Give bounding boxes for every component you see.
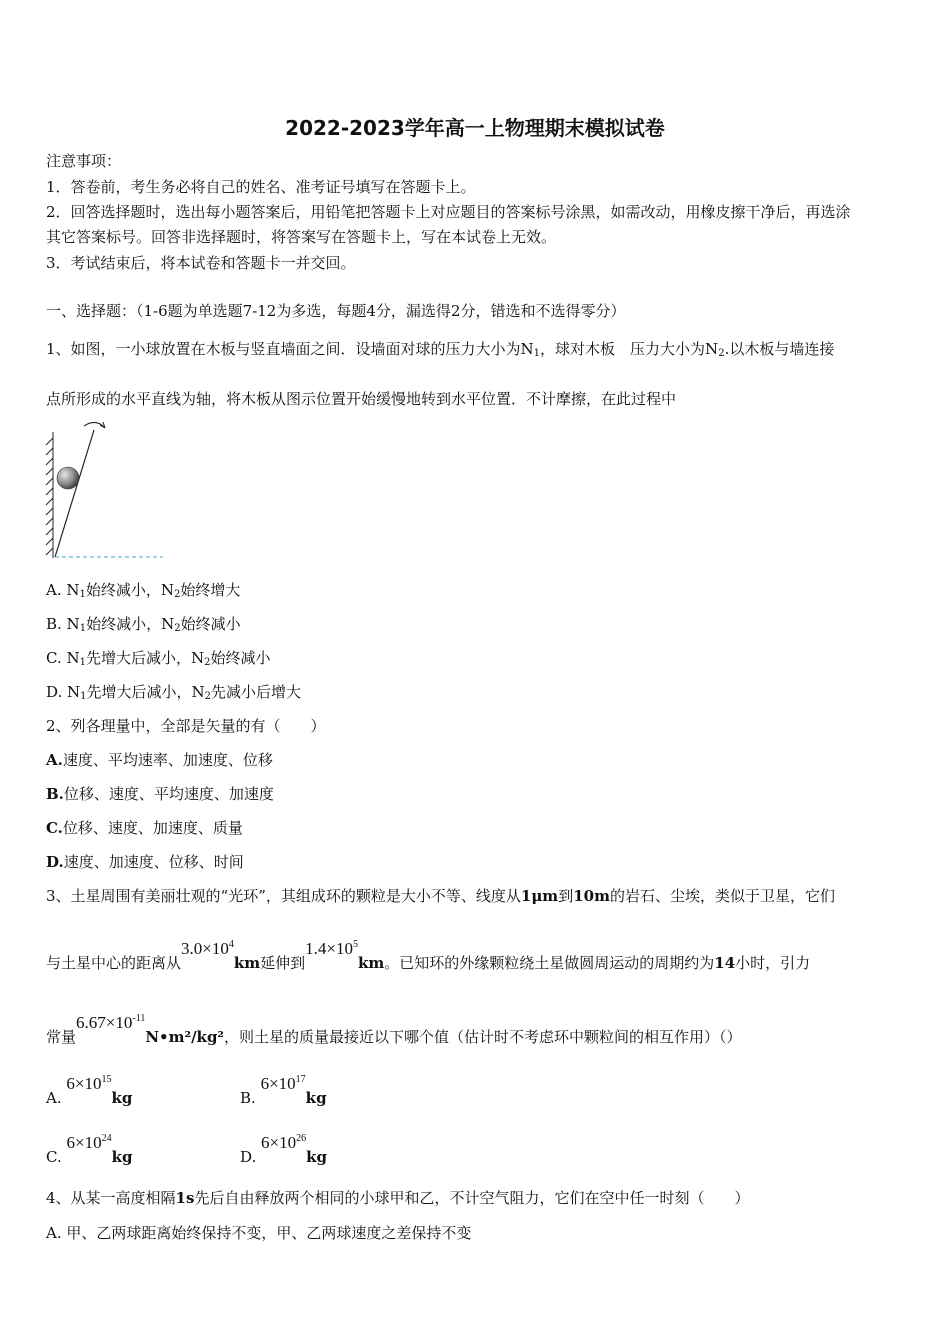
question-3-option-a[interactable]: A. $6\times 10^{15}kg$: [46, 1074, 133, 1107]
question-1-option-a[interactable]: A. $N_1$始终减小，$N_2$始终增大: [46, 581, 241, 600]
section-heading: 一、选择题：（1-6题为单选题7-12为多选，每题4分，漏选得2分，错选和不选得零分）: [46, 302, 626, 320]
question-3-stem: 3、土星周围有美丽壮观的“光环”，其组成环的颗粒是大小不等、线度从1μm到10m的岩石、尘埃，类似于卫星，它们: [46, 887, 835, 905]
question-2-option-b[interactable]: B.位移、速度、平均速度、加速度: [46, 785, 274, 803]
notice-item: 3．考试结束后，将本试卷和答题卡一并交回。: [46, 254, 356, 272]
gravitational-constant: $6.67\times 10^{-11}$: [76, 1013, 146, 1032]
question-3-stem-cont: 与土星中心的距离从$3.0\times 10^4km$延伸到$1.4\times 10^5km$。已知环的外缘颗粒绕土星做圆周运动的周期约为14小时，引力: [46, 939, 811, 972]
board-line: [55, 430, 94, 557]
question-2-stem: 2、列各理量中，全部是矢量的有（ ）: [46, 717, 326, 735]
question-3-option-c[interactable]: C. $6\times 10^{24}kg$: [46, 1133, 133, 1166]
question-2-option-a[interactable]: A.速度、平均速率、加速度、位移: [46, 751, 273, 769]
question-1-option-d[interactable]: D. $N_1$先增大后减小，$N_2$先减小后增大: [46, 683, 302, 702]
question-1-option-b[interactable]: B. $N_1$始终减小，$N_2$始终减小: [46, 615, 241, 634]
ball: [57, 467, 79, 489]
notice-item: 2．回答选择题时，选出每小题答案后，用铅笔把答题卡上对应题目的答案标号涂黑，如需改动，用橡皮擦干净后，再选涂: [46, 203, 851, 221]
question-4-stem: 4、从某一高度相隔1s先后自由释放两个相同的小球甲和乙，不计空气阻力，它们在空中任一时刻（ ）: [46, 1189, 750, 1207]
notice-item: 其它答案标号。回答非选择题时，将答案写在答题卡上，写在本试卷上无效。: [46, 228, 557, 246]
wall-board-ball-figure: [40, 418, 170, 568]
distance-inner: $3.0\times 10^4$: [181, 939, 234, 958]
notice-item: 1．答卷前，考生务必将自己的姓名、准考证号填写在答题卡上。: [46, 178, 476, 196]
rotation-arrow-icon: [84, 422, 105, 428]
question-2-option-d[interactable]: D.速度、加速度、位移、时间: [46, 853, 244, 871]
wall-hatch: [46, 432, 53, 558]
question-3-stem-cont: 常量$6.67\times 10^{-11}N•m^2$/kg²，则土星的质量最接近以下哪个值（估计时不考虑环中颗粒间的相互作用）（）: [46, 1013, 742, 1046]
distance-outer: $1.4\times 10^5$: [305, 939, 358, 958]
question-2-option-c[interactable]: C.位移、速度、加速度、质量: [46, 819, 243, 837]
notice-heading: 注意事项：: [46, 152, 122, 170]
question-3-option-d[interactable]: D. $6\times 10^{26}kg$: [240, 1133, 328, 1166]
question-4-option-a[interactable]: A. 甲、乙两球距离始终保持不变，甲、乙两球速度之差保持不变: [46, 1224, 472, 1242]
question-3-option-b[interactable]: B. $6\times 10^{17}kg$: [240, 1074, 327, 1107]
question-1-stem-cont: 点所形成的水平直线为轴，将木板从图示位置开始缓慢地转到水平位置．不计摩擦，在此过程中: [46, 390, 677, 408]
page-title: 2022-2023学年高一上物理期末模拟试卷: [285, 116, 665, 140]
question-1-option-c[interactable]: C. $N_1$先增大后减小，$N_2$始终减小: [46, 649, 271, 668]
question-1-stem: 1、如图，一小球放置在木板与竖直墙面之间．设墙面对球的压力大小为$N_1$，球对木板 压力大小为$N_2$.以木板与墙连接: [46, 340, 835, 359]
